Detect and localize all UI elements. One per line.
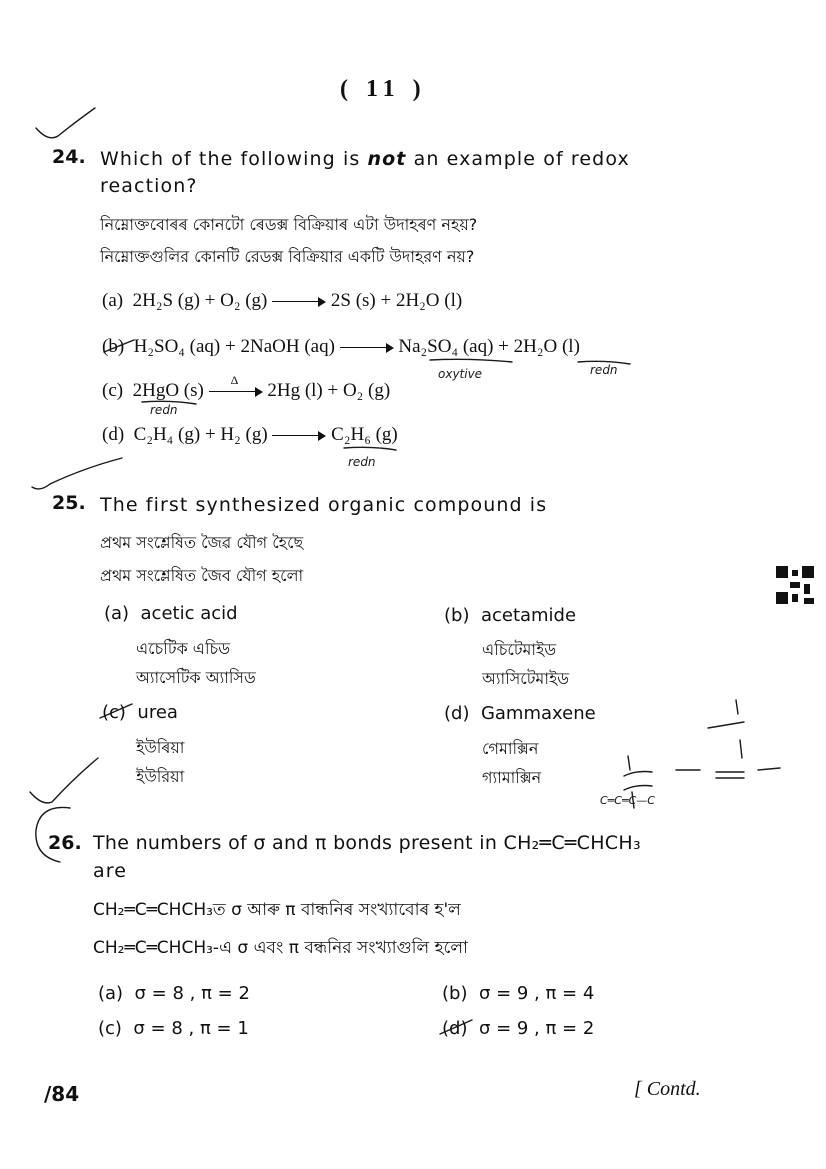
q26-option-b-text: σ = 9 , π = 4 bbox=[478, 983, 595, 1004]
q26-option-a-label: (a) bbox=[98, 983, 124, 1004]
q25-option-c[interactable] bbox=[102, 702, 178, 723]
reaction-arrow-icon bbox=[272, 431, 326, 441]
question-26-bengali: CH₂═C═CHCH₃-এ σ এবং π বন্ধনির সংখ্যাগুলি হলো bbox=[93, 938, 468, 958]
question-26-number: 26. bbox=[48, 832, 82, 854]
q26-option-c-text: σ = 8 , π = 1 bbox=[133, 1018, 249, 1039]
question-24-assamese: নিম্নোক্তবোৰৰ কোনটো ৰেডক্স বিক্ৰিয়াৰ এটা উদাহৰণ নহয়? bbox=[100, 215, 478, 234]
q26-option-b[interactable] bbox=[442, 983, 594, 1004]
reaction-arrow-icon bbox=[272, 297, 326, 307]
q25-option-b-label: (b) bbox=[444, 605, 470, 626]
q25-option-b[interactable] bbox=[444, 605, 576, 626]
page-number: ( 11 ) bbox=[340, 76, 427, 102]
q24-option-b-rhs: Na₂SO₄ (aq) + 2H₂O (l) bbox=[398, 336, 580, 357]
handwritten-note-redn-c: redn bbox=[150, 403, 178, 417]
q26-option-a-text: σ = 8 , π = 2 bbox=[134, 983, 250, 1004]
q26-option-d[interactable] bbox=[442, 1018, 594, 1039]
q25-option-d-label: (d) bbox=[444, 703, 470, 724]
q24-option-a-lhs: 2H₂S (g) + O₂ (g) bbox=[132, 290, 268, 311]
q24-option-d[interactable] bbox=[102, 424, 398, 446]
q25-option-a-text: acetic acid bbox=[140, 603, 238, 624]
question-24-bengali: নিম্নোক্তগুলির কোনটি রেডক্স বিক্রিয়ার একটি উদাহরণ নয়? bbox=[100, 247, 475, 266]
q25-option-b-bengali: অ্যাসিটেমাইড bbox=[482, 669, 570, 688]
q25-option-c-text: urea bbox=[137, 702, 178, 723]
q24-option-a[interactable] bbox=[102, 290, 462, 312]
handwritten-note-redn: redn bbox=[590, 363, 618, 377]
q25-option-a-bengali: অ্যাসেটিক অ্যাসিড bbox=[136, 668, 256, 687]
question-24-text bbox=[100, 148, 630, 170]
q26-option-c-label: (c) bbox=[98, 1018, 122, 1039]
q25-option-b-assamese: এচিটেমাইড bbox=[482, 640, 557, 659]
q26-option-c[interactable] bbox=[98, 1018, 249, 1039]
q25-option-a-assamese: এচেটিক এচিড bbox=[136, 639, 230, 658]
q25-option-c-bengali: ইউরিয়া bbox=[136, 767, 185, 786]
handwritten-note-oxytive: oxytive bbox=[438, 367, 483, 381]
q25-option-b-text: acetamide bbox=[480, 605, 577, 626]
q24-option-c[interactable] bbox=[102, 372, 391, 402]
heat-reaction-arrow-icon bbox=[209, 372, 263, 397]
q25-option-d[interactable] bbox=[444, 703, 596, 724]
q24-option-b-lhs: H₂SO₄ (aq) + 2NaOH (aq) bbox=[133, 336, 335, 357]
q24-option-b[interactable] bbox=[102, 336, 580, 358]
handwritten-structure: C═C═C—C bbox=[600, 794, 655, 807]
q25-option-c-assamese: ইউৰিয়া bbox=[136, 738, 185, 757]
q25-option-d-assamese: গেমাক্সিন bbox=[482, 739, 539, 758]
q24-option-c-lhs: 2HgO (s) bbox=[132, 380, 204, 401]
page-code: /84 bbox=[44, 1082, 80, 1106]
q25-option-d-bengali: গ্যামাক্সিন bbox=[482, 768, 542, 787]
q24-option-a-rhs: 2S (s) + 2H₂O (l) bbox=[330, 290, 463, 311]
reaction-arrow-icon bbox=[340, 343, 394, 353]
q25-option-a-label: (a) bbox=[104, 603, 130, 624]
question-26-text: The numbers of σ and π bonds present in CH₂═C═CHCH₃ bbox=[93, 832, 641, 854]
q24-option-a-label: (a) bbox=[102, 290, 124, 311]
q24-option-d-rhs: C₂H₆ (g) bbox=[331, 424, 398, 445]
question-26-assamese: CH₂═C═CHCH₃ত σ আৰু π বান্ধনিৰ সংখ্যাবোৰ হ'ল bbox=[93, 900, 461, 920]
q26-option-d-label: (d) bbox=[442, 1018, 468, 1039]
question-24-number: 24. bbox=[52, 146, 86, 168]
tick-mark-icon bbox=[32, 458, 122, 489]
question-24-text-line2: reaction? bbox=[100, 175, 198, 197]
q24-text-before: Which of the following is bbox=[100, 148, 361, 170]
question-25-number: 25. bbox=[52, 492, 86, 514]
tick-mark-icon bbox=[30, 758, 98, 803]
question-25-assamese: প্ৰথম সংশ্লেষিত জৈৱ যৌগ হৈছে bbox=[100, 533, 304, 552]
q26-option-d-text: σ = 9 , π = 2 bbox=[478, 1018, 595, 1039]
q26-option-a[interactable] bbox=[98, 983, 250, 1004]
continued-label: [ Contd. bbox=[634, 1078, 701, 1100]
tick-mark-icon bbox=[36, 108, 95, 138]
delta-symbol: Δ bbox=[230, 372, 239, 387]
q24-option-c-rhs: 2Hg (l) + O₂ (g) bbox=[267, 380, 391, 401]
q26-option-b-label: (b) bbox=[442, 983, 468, 1004]
q24-option-d-lhs: C₂H₄ (g) + H₂ (g) bbox=[133, 424, 268, 445]
qr-code-icon bbox=[776, 566, 814, 604]
question-25-bengali: প্রথম সংশ্লেষিত জৈব যৌগ হলো bbox=[100, 566, 304, 585]
q25-option-a[interactable] bbox=[104, 603, 238, 624]
q25-option-c-label: (c) bbox=[102, 702, 126, 723]
q24-option-d-label: (d) bbox=[102, 424, 125, 445]
question-26-text-line2: are bbox=[93, 860, 128, 882]
q24-option-b-label: (b) bbox=[102, 336, 125, 357]
handwritten-note-redn-d: redn bbox=[348, 455, 376, 469]
q24-text-after: an example of redox bbox=[413, 148, 630, 170]
q25-option-d-text: Gammaxene bbox=[480, 703, 596, 724]
q24-option-c-label: (c) bbox=[102, 380, 124, 401]
question-25-text: The first synthesized organic compound is bbox=[100, 494, 548, 516]
q24-text-emphasis: not bbox=[367, 148, 407, 170]
